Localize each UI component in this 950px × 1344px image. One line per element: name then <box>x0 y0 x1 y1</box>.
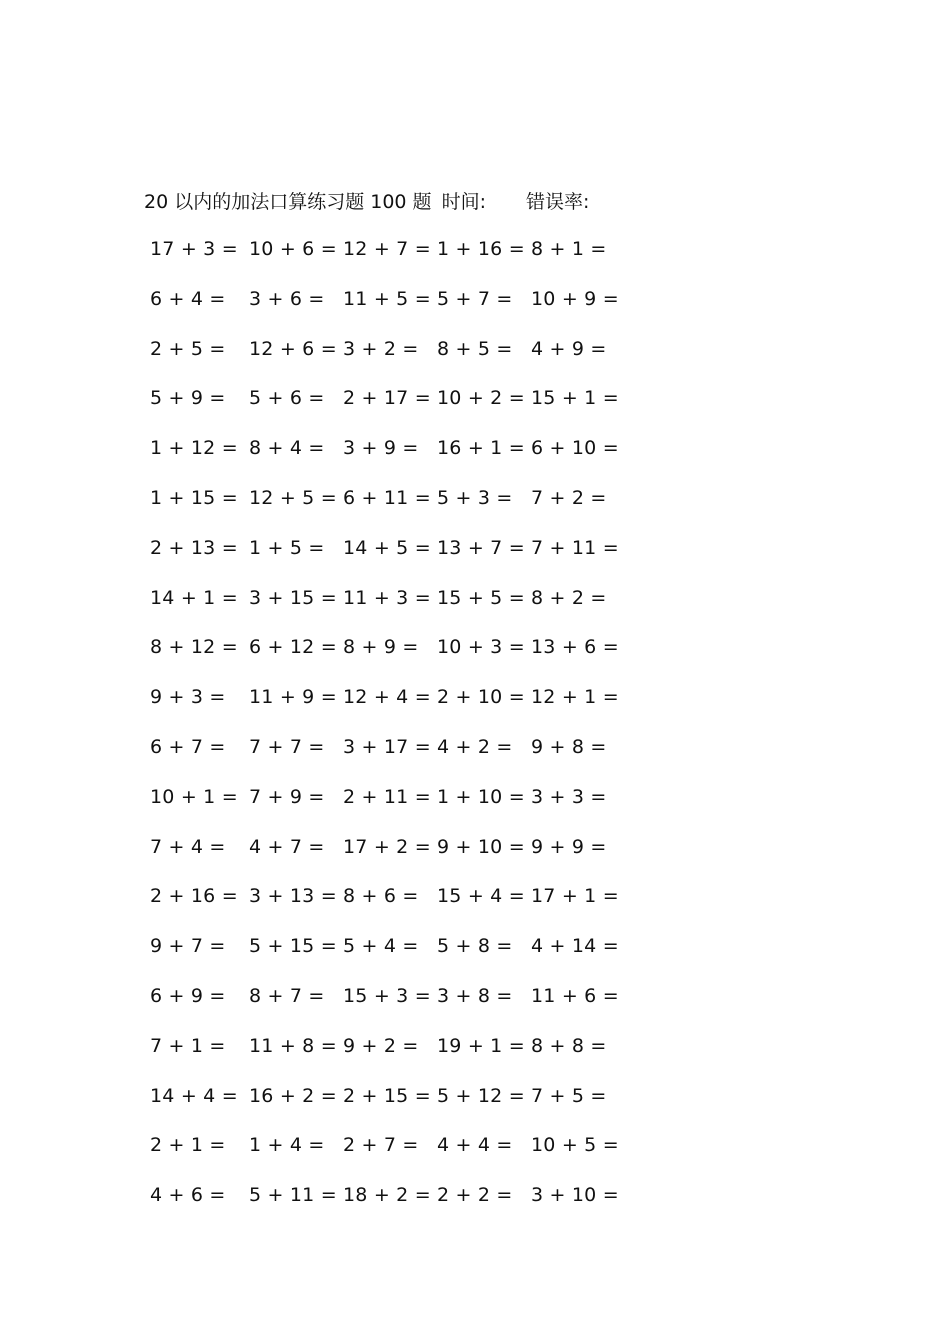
addition-problem: 2 + 13 = <box>150 537 238 559</box>
addition-problem: 6 + 9 = <box>150 985 226 1007</box>
addition-problem: 3 + 9 = <box>343 437 419 459</box>
addition-problem: 15 + 4 = <box>437 885 525 907</box>
addition-problem: 9 + 9 = <box>531 836 607 858</box>
addition-problem: 6 + 11 = <box>343 487 431 509</box>
addition-problem: 8 + 4 = <box>249 437 325 459</box>
addition-problem: 5 + 6 = <box>249 387 325 409</box>
addition-problem: 11 + 8 = <box>249 1035 337 1057</box>
addition-problem: 4 + 2 = <box>437 736 513 758</box>
addition-problem: 5 + 9 = <box>150 387 226 409</box>
addition-problem: 12 + 4 = <box>343 686 431 708</box>
addition-problem: 19 + 1 = <box>437 1035 525 1057</box>
addition-problem: 4 + 4 = <box>437 1134 513 1156</box>
addition-problem: 5 + 4 = <box>343 935 419 957</box>
addition-problem: 5 + 8 = <box>437 935 513 957</box>
worksheet-title: 20 以内的加法口算练习题 100 题 <box>144 190 432 213</box>
addition-problem: 17 + 1 = <box>531 885 619 907</box>
addition-problem: 12 + 7 = <box>343 238 431 260</box>
addition-problem: 16 + 2 = <box>249 1085 337 1107</box>
addition-problem: 11 + 9 = <box>249 686 337 708</box>
addition-problem: 2 + 5 = <box>150 338 226 360</box>
addition-problem: 3 + 17 = <box>343 736 431 758</box>
addition-problem: 3 + 8 = <box>437 985 513 1007</box>
addition-problem: 7 + 5 = <box>531 1085 607 1107</box>
addition-problem: 4 + 6 = <box>150 1184 226 1206</box>
addition-problem: 1 + 5 = <box>249 537 325 559</box>
addition-problem: 3 + 3 = <box>531 786 607 808</box>
addition-problem: 11 + 6 = <box>531 985 619 1007</box>
addition-problem: 5 + 12 = <box>437 1085 525 1107</box>
addition-problem: 14 + 4 = <box>150 1085 238 1107</box>
addition-problem: 7 + 11 = <box>531 537 619 559</box>
addition-problem: 8 + 2 = <box>531 587 607 609</box>
addition-problem: 6 + 10 = <box>531 437 619 459</box>
addition-problem: 5 + 3 = <box>437 487 513 509</box>
addition-problem: 6 + 12 = <box>249 636 337 658</box>
addition-problem: 16 + 1 = <box>437 437 525 459</box>
addition-problem: 3 + 6 = <box>249 288 325 310</box>
addition-problem: 10 + 2 = <box>437 387 525 409</box>
addition-problem: 10 + 6 = <box>249 238 337 260</box>
addition-problem: 1 + 15 = <box>150 487 238 509</box>
addition-problem: 12 + 6 = <box>249 338 337 360</box>
addition-problem: 18 + 2 = <box>343 1184 431 1206</box>
addition-problem: 11 + 5 = <box>343 288 431 310</box>
time-label: 时间: <box>441 190 486 213</box>
addition-problem: 2 + 15 = <box>343 1085 431 1107</box>
addition-problem: 8 + 6 = <box>343 885 419 907</box>
addition-problem: 2 + 2 = <box>437 1184 513 1206</box>
addition-problem: 10 + 5 = <box>531 1134 619 1156</box>
addition-problem: 7 + 2 = <box>531 487 607 509</box>
addition-problem: 2 + 7 = <box>343 1134 419 1156</box>
addition-problem: 17 + 3 = <box>150 238 238 260</box>
addition-problem: 14 + 1 = <box>150 587 238 609</box>
addition-problem: 7 + 1 = <box>150 1035 226 1057</box>
addition-problem: 1 + 16 = <box>437 238 525 260</box>
addition-problem: 4 + 9 = <box>531 338 607 360</box>
addition-problem: 1 + 4 = <box>249 1134 325 1156</box>
addition-problem: 15 + 1 = <box>531 387 619 409</box>
addition-problem: 5 + 7 = <box>437 288 513 310</box>
addition-problem: 6 + 7 = <box>150 736 226 758</box>
addition-problem: 12 + 1 = <box>531 686 619 708</box>
addition-problem: 9 + 3 = <box>150 686 226 708</box>
addition-problem: 17 + 2 = <box>343 836 431 858</box>
addition-problem: 15 + 5 = <box>437 587 525 609</box>
addition-problem: 13 + 7 = <box>437 537 525 559</box>
addition-problem: 9 + 8 = <box>531 736 607 758</box>
addition-problem: 9 + 7 = <box>150 935 226 957</box>
addition-problem: 3 + 15 = <box>249 587 337 609</box>
addition-problem: 4 + 7 = <box>249 836 325 858</box>
addition-problem: 1 + 12 = <box>150 437 238 459</box>
addition-problem: 9 + 10 = <box>437 836 525 858</box>
addition-problem: 1 + 10 = <box>437 786 525 808</box>
addition-problem: 5 + 11 = <box>249 1184 337 1206</box>
addition-problem: 15 + 3 = <box>343 985 431 1007</box>
addition-problem: 9 + 2 = <box>343 1035 419 1057</box>
addition-problem: 2 + 10 = <box>437 686 525 708</box>
addition-problem: 10 + 3 = <box>437 636 525 658</box>
addition-problem: 10 + 9 = <box>531 288 619 310</box>
addition-problem: 8 + 1 = <box>531 238 607 260</box>
addition-problem: 8 + 5 = <box>437 338 513 360</box>
addition-problem: 8 + 7 = <box>249 985 325 1007</box>
addition-problem: 13 + 6 = <box>531 636 619 658</box>
addition-problem: 8 + 8 = <box>531 1035 607 1057</box>
addition-problem: 2 + 17 = <box>343 387 431 409</box>
error-rate-label: 错误率: <box>525 190 590 213</box>
addition-problem: 6 + 4 = <box>150 288 226 310</box>
addition-problem: 8 + 12 = <box>150 636 238 658</box>
addition-problem: 14 + 5 = <box>343 537 431 559</box>
addition-problem: 12 + 5 = <box>249 487 337 509</box>
addition-problem: 3 + 10 = <box>531 1184 619 1206</box>
addition-problem: 3 + 13 = <box>249 885 337 907</box>
addition-problem: 2 + 1 = <box>150 1134 226 1156</box>
addition-problem: 4 + 14 = <box>531 935 619 957</box>
addition-problem: 7 + 9 = <box>249 786 325 808</box>
addition-problem: 8 + 9 = <box>343 636 419 658</box>
addition-problem: 5 + 15 = <box>249 935 337 957</box>
addition-problem: 11 + 3 = <box>343 587 431 609</box>
addition-problem: 7 + 7 = <box>249 736 325 758</box>
addition-problem: 3 + 2 = <box>343 338 419 360</box>
addition-problem: 2 + 11 = <box>343 786 431 808</box>
addition-problem: 10 + 1 = <box>150 786 238 808</box>
addition-problem: 2 + 16 = <box>150 885 238 907</box>
addition-problem: 7 + 4 = <box>150 836 226 858</box>
